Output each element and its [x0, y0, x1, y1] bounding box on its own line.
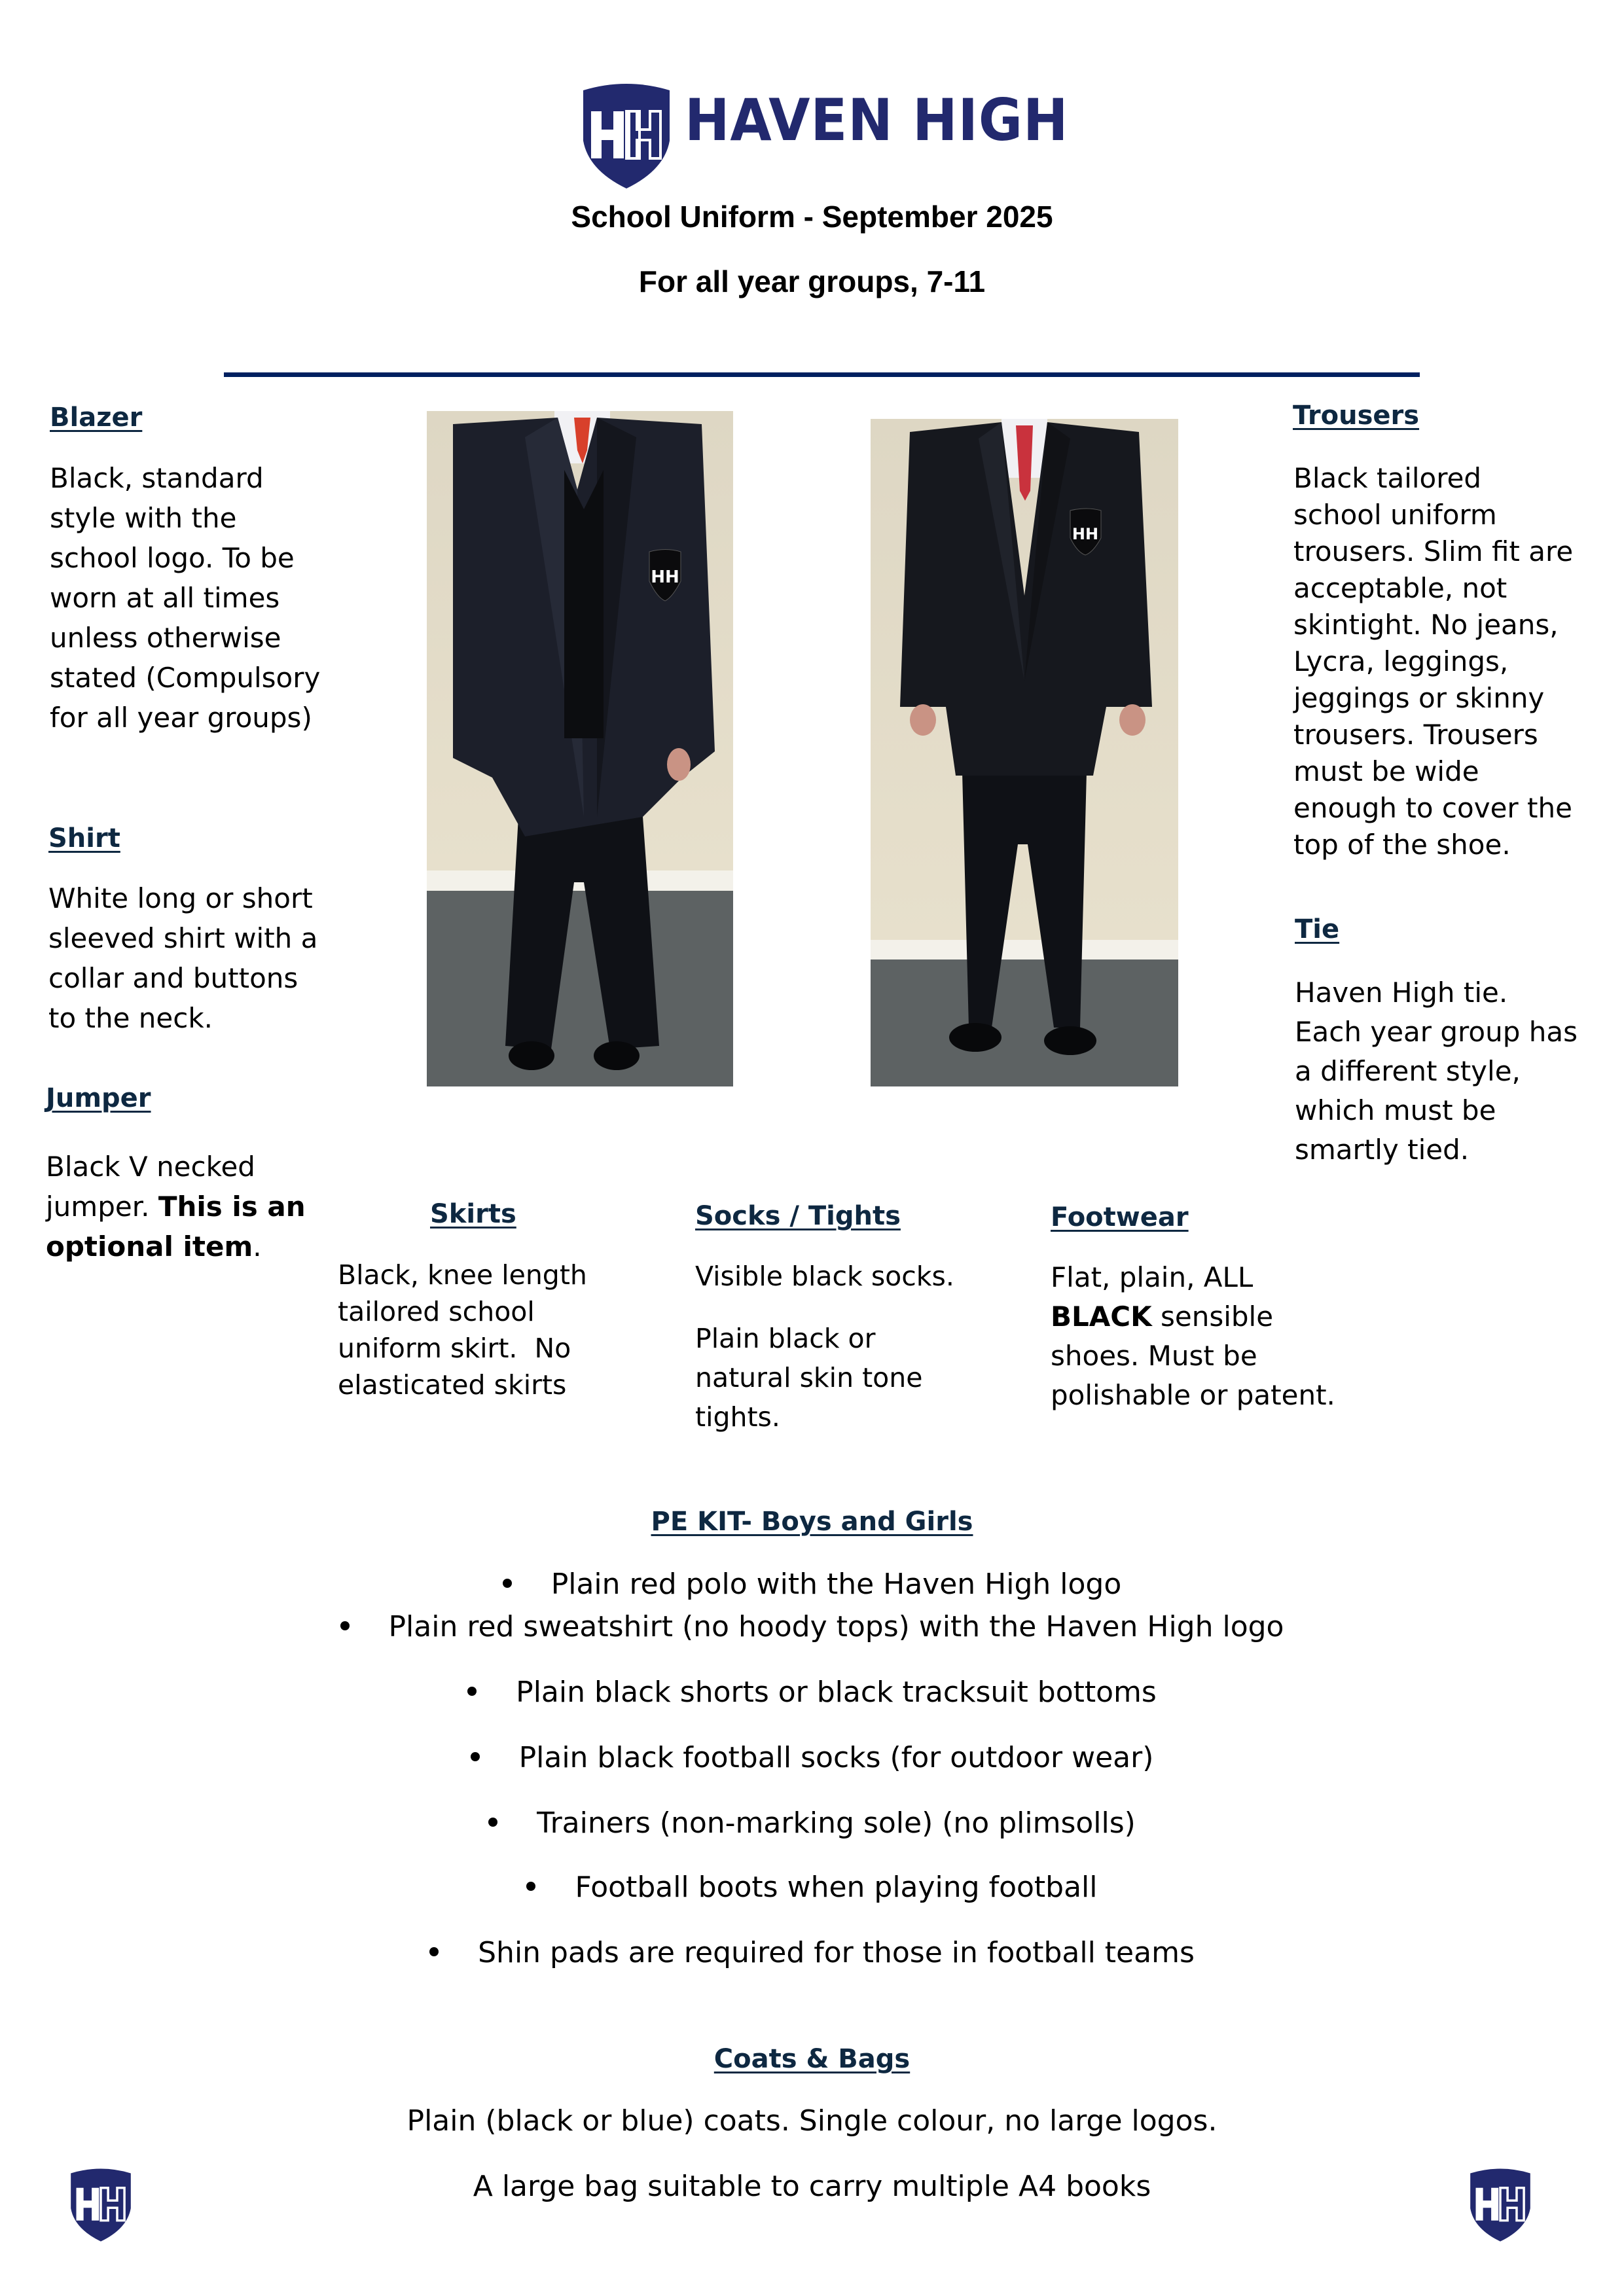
skirts-description: Black, knee length tailored school uniform skirt. No elasticated skirts [338, 1259, 587, 1401]
bullet-icon [467, 1687, 477, 1696]
heading-jumper: Jumper [46, 1083, 151, 1113]
footer-right-shield-logo-icon [1468, 2165, 1533, 2242]
heading-pe-kit: PE KIT- Boys and Girls [651, 1507, 973, 1537]
list-item: Plain black football socks (for outdoor wear) [0, 1741, 1624, 1774]
uniform-photo-2 [871, 419, 1178, 1086]
footwear-description: Flat, plain, ALL BLACK sensible shoes. Must be polishable or patent. [1051, 1261, 1335, 1411]
list-item: Plain red sweatshirt (no hoody tops) with the Haven High logo [0, 1610, 1624, 1643]
heading-shirt: Shirt [48, 823, 120, 853]
heading-footwear: Footwear [1051, 1202, 1189, 1232]
bullet-icon [429, 1947, 439, 1956]
list-item: Shin pads are required for those in football teams [0, 1936, 1624, 1969]
coats-description: Plain (black or blue) coats. Single colour, no large logos. [406, 2104, 1218, 2138]
shirt-description: White long or short sleeved shirt with a collar and buttons to the neck. [48, 882, 318, 1034]
bullet-icon [503, 1579, 512, 1588]
bullet-icon [488, 1818, 497, 1827]
heading-trousers: Trousers [1293, 401, 1420, 431]
document-title: School Uniform - September 2025 [571, 200, 1053, 234]
blazer-description: Black, standard style with the school logo. To be worn at all times unless otherwise stated (Compulsory for all year groups) [50, 462, 321, 734]
uniform-photo-1 [427, 411, 733, 1086]
photo1-badge-text: HH [651, 567, 679, 587]
header-divider [224, 372, 1420, 377]
heading-blazer: Blazer [50, 403, 143, 433]
heading-coats-bags: Coats & Bags [713, 2044, 911, 2074]
photo2-badge-text: HH [1072, 525, 1099, 543]
socks-description: Visible black socks. [695, 1261, 954, 1292]
list-item: Football boots when playing football [0, 1871, 1624, 1904]
bullet-icon [471, 1752, 480, 1761]
list-item: Plain black shorts or black tracksuit bottoms [0, 1676, 1624, 1709]
list-item: Plain red polo with the Haven High logo [0, 1568, 1624, 1601]
list-item: Trainers (non-marking sole) (no plimsolls) [0, 1806, 1624, 1840]
jumper-description: Black V necked jumper. This is an optional item. [46, 1151, 306, 1263]
bullet-icon [526, 1882, 535, 1891]
school-name-wordmark: HAVEN HIGH [685, 86, 1069, 154]
bags-description: A large bag suitable to carry multiple A4 books [473, 2170, 1151, 2203]
trousers-description: Black tailored school uniform trousers. Slim fit are acceptable, not skintight. No jeans, Lycra, leggings, jeggings or skinny trousers. Trousers must be wide enough to cover the top of the shoe. [1293, 462, 1574, 861]
footer-left-shield-logo-icon [68, 2165, 134, 2242]
tights-description: Plain black or natural skin tone tights. [695, 1323, 923, 1433]
heading-tie: Tie [1295, 914, 1340, 944]
heading-skirts: Skirts [430, 1199, 516, 1229]
document-subtitle: For all year groups, 7-11 [638, 264, 986, 298]
heading-socks-tights: Socks / Tights [695, 1201, 901, 1231]
tie-description: Haven High tie. Each year group has a different style, which must be smartly tied. [1295, 977, 1578, 1166]
bullet-icon [340, 1621, 350, 1630]
school-shield-logo-icon [579, 79, 674, 190]
